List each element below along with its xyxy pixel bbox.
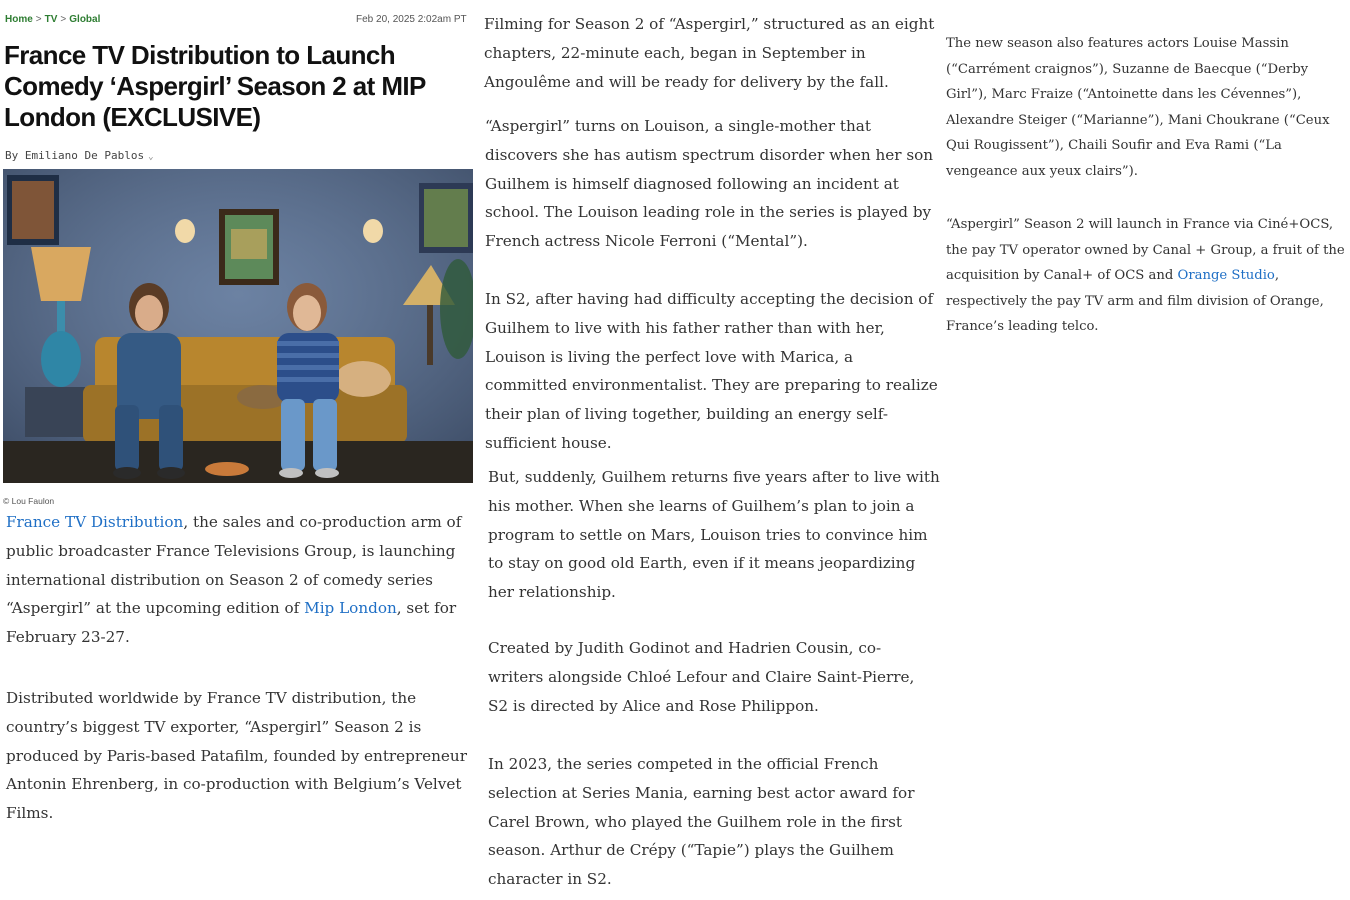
breadcrumb-separator: >	[35, 14, 42, 25]
paragraph-5: In S2, after having had difficulty accepting the decision of Guilhem to live with his father rather than with her, Louison is living the perfect love with Marica, a committed environmentalist. They are preparing to realize their plan of living together, building an energy self-sufficient house.	[485, 290, 938, 452]
paragraph-4: “Aspergirl” turns on Louison, a single-mother that discovers she has autism spectrum disorder when her son Guilhem is himself diagnosed following an incident at school. The Louison leading role in the series is played by French actress Nicole Ferroni (“Mental”).	[485, 117, 934, 251]
hero-photo-illustration	[3, 169, 473, 483]
sconce-left	[175, 219, 195, 243]
paragraph-7: Created by Judith Godinot and Hadrien Cousin, co-writers alongside Chloé Lefour and Claire Saint-Pierre, S2 is directed by Alice and Rose Philippon.	[488, 639, 915, 715]
breadcrumb-separator: >	[60, 14, 67, 25]
sconce-right	[363, 219, 383, 243]
paragraph-10-text-end: , respectively the pay TV arm and film division of Orange, France’s leading telco.	[946, 268, 1324, 334]
breadcrumb-home-link[interactable]: Home	[5, 14, 33, 25]
publish-timestamp: Feb 20, 2025 2:02am PT	[356, 14, 467, 25]
orange-studio-link[interactable]: Orange Studio	[1177, 268, 1275, 283]
article-headline: France TV Distribution to Launch Comedy ‘Aspergirl’ Season 2 at MIP London (EXCLUSIVE)	[4, 40, 426, 132]
author-name[interactable]: Emiliano De Pablos	[24, 149, 145, 162]
byline-prefix: By	[5, 149, 19, 162]
mip-london-link[interactable]: Mip London	[304, 599, 397, 618]
paragraph-1	[6, 508, 474, 652]
lamp-base	[41, 331, 81, 387]
paragraph-1-text-end: , set for February 23-27.	[6, 599, 457, 647]
paragraph-10-text: “Aspergirl” Season 2 will launch in France via Ciné+OCS, the pay TV operator owned by Canal + Group, a fruit of the acquisition by Canal+ of OCS and	[946, 217, 1345, 283]
paragraph-6: But, suddenly, Guilhem returns five years after to live with his mother. When she learns of Guilhem’s plan to join a program to settle on Mars, Louison tries to convince him to stay on good old Earth, even if it means jeopardizing her relationship.	[488, 468, 940, 602]
paragraph-10	[946, 212, 1346, 340]
lamp-shade	[31, 247, 91, 301]
breadcrumb-global-link[interactable]: Global	[69, 14, 101, 25]
paragraph-8: In 2023, the series competed in the official French selection at Series Mania, earning best actor award for Carel Brown, who played the Guilhem role in the first season. Arthur de Crépy (“Tapie”) plays the Guilhem character in S2.	[488, 755, 915, 889]
chevron-down-icon[interactable]: ⌄	[148, 152, 154, 162]
paragraph-3: Filming for Season 2 of “Aspergirl,” structured as an eight chapters, 22-minute each, began in September in Angoulême and will be ready for delivery by the fall.	[484, 15, 935, 91]
floor	[3, 441, 473, 483]
paragraph-9: The new season also features actors Louise Massin (“Carrément craignos”), Suzanne de Baecque (“Derby Girl”), Marc Fraize (“Antoinette dans les Cévennes”), Alexandre Steiger (“Marianne”), Mani Choukrane (“Ceux Qui Rougissent”), Chaili Soufir and Eva Rami (“La vengeance aux yeux clairs”).	[946, 36, 1330, 179]
side-cabinet	[25, 387, 85, 437]
paragraph-1-text: , the sales and co-production arm of public broadcaster France Televisions Group, is launching international distribution on Season 2 of comedy series “Aspergirl” at the upcoming edition of	[6, 513, 462, 618]
hero-image	[3, 169, 473, 483]
breadcrumb	[5, 14, 100, 25]
photo-credit: © Lou Faulon	[3, 496, 55, 506]
breadcrumb-tv-link[interactable]: TV	[44, 14, 58, 25]
france-tv-distribution-link[interactable]: France TV Distribution	[6, 513, 184, 531]
paragraph-2: Distributed worldwide by France TV distribution, the country’s biggest TV exporter, “Aspergirl” Season 2 is produced by Paris-based Patafilm, founded by entrepreneur Antonin Ehrenberg, in co-production with Belgium’s Velvet Films.	[6, 689, 467, 823]
byline	[5, 149, 154, 162]
